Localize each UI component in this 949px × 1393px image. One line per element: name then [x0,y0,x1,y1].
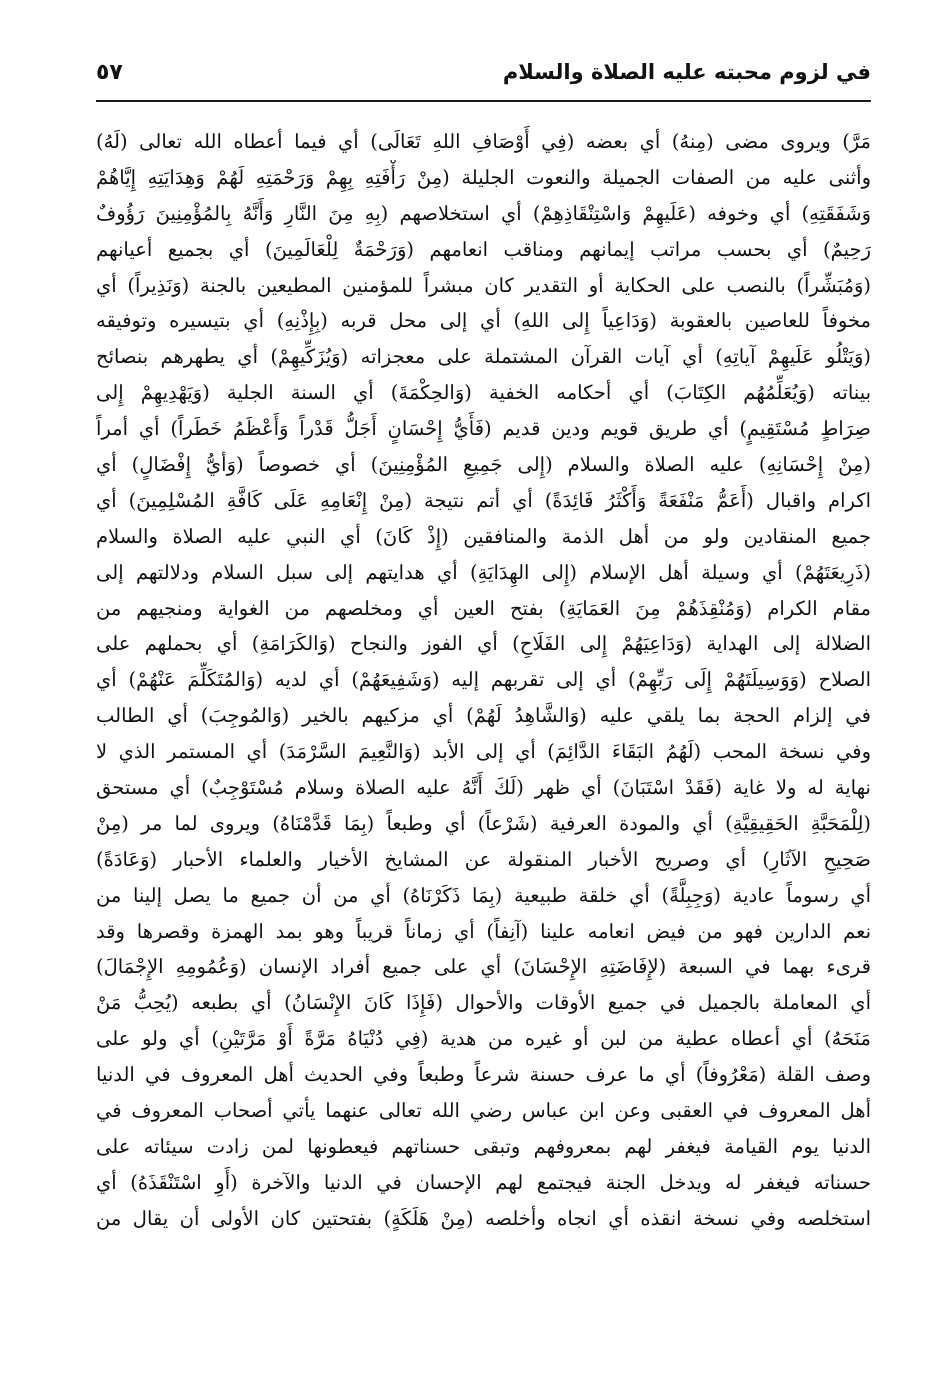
text-line: قرىء بهما في السبعة (لإِفَاضَتِهِ الإِحْسَانَ) أي على جميع أفراد الإنسان (وَعُمُومِهِ الإِجْمَالَ) [96,955,871,979]
text-line: أي رسوماً عادية (وَجِبِلَّةً) أي خلقة طبيعية (بِمَا ذَكَرْنَاهُ) أي من أن جميع ما يصل إلينا من [96,883,871,907]
text-line: رَحِيمٌ) أي بحسب مراتب إيمانهم ومناقب انعامهم (وَرَحْمَةٌ لِلْعَالَمِينَ) أي بجميع أعيانهم [96,237,871,261]
text-line: وأثنى عليه من الصفات الجميلة والنعوت الجليلة (مِنْ رَأْفَتِهِ بِهِمْ وَرَحْمَتِهِ لَهُمْ وَهِدَايَتِهِ إِيَّاهُمْ [96,165,871,189]
text-line: صَحِيحِ الآثَارِ) أي وصريح الأخبار المنقولة عن المشايخ الأخيار والعلماء الأحبار (وَعَادَةً) [96,847,871,871]
text-line: وفي نسخة المحب (لَهُمُ البَقَاءَ الدَّائِمَ) أي إلى الأبد (وَالنَّعِيمَ السَّرْمَدَ) أي المستمر الذي لا [96,740,871,764]
text-line: مَنَحَهُ) أي أعطاه عطية من لبن أو غيره من هدية (فِي دُنْيَاهُ مَرَّةً أَوْ مَرَّتَيْنِ) أي ولو على [96,1027,871,1051]
page-number: ٥٧ [96,60,123,85]
body-text [96,124,871,1237]
text-line: استخلصه وفي نسخة انقذه أي انجاه وأخلصه (مِنْ هَلَكَةٍ) بفتحتين كان الأولى أن يقال من [96,1206,871,1230]
text-line: (لِلْمَحَبَّةِ الحَقِيقِيَّةِ) أي والمودة العرفية (شَرْعاً) أي وطبعاً (بِمَا قَدَّمْنَاهُ) ويروى لما مر (مِنْ [96,811,871,835]
text-line: (وَمُبَشِّراً) بالنصب على الحكاية أو التقدير كان مبشراً للمؤمنين المطيعين بالجنة (وَنَذِيراً) أي [96,273,871,297]
text-line: اكرام واقبال (أَعَمُّ مَنْفَعَةً وَأَكْثَرُ فَائِدَةً) أي أتم نتيجة (مِنْ إِنْعَامِهِ عَلَى كَافَّةِ المُسْلِمِينَ) أي [96,488,871,512]
text-line: وَشَفَقَتِهِ) أي وخوفه (عَلَيهِمْ وَاسْتِنْقَاذِهِمْ) أي استخلاصهم (بِهِ مِنَ النَّارِ وَأَنَّهُ بِالمُؤْمِنِينَ رَؤُوفٌ [96,201,871,225]
text-line: حسناته فيغفر له ويدخل الجنة فيجتمع لهم الإحسان في الدنيا والآخرة (أَوِ اسْتَنْقَذَهُ) أي [96,1170,871,1194]
text-line: (وَيَتْلُو عَلَيهِمْ آياتِهِ) أي آيات القرآن المشتملة على معجزاته (وَيُزَكِّيهِمْ) أي يطهرهم بنصائح [96,345,871,369]
text-line: وصف القلة (مَعْرُوفاً) أي ما عرف حسنة شرعاً وطبعاً وفي الحديث أهل المعروف في الدنيا [96,1063,871,1087]
text-line: أهل المعروف في العقبى وعن ابن عباس رضي الله تعالى عنهما يأتي أصحاب المعروف في [96,1099,871,1123]
text-line: في إلزام الحجة بما يلقي عليه (وَالشَّاهِدُ لَهُمْ) أي مزكيهم بالخير (وَالمُوجِبَ) أي الطالب [96,704,871,728]
text-line: صِرَاطٍ مُسْتَقِيمٍ) أي طريق قويم ودين قديم (فَأَيُّ إِحْسَانٍ أَجَلُّ قَدْراً وَأَعْظَمُ خَطَراً) أي أمراً [96,417,871,441]
page-header [96,52,871,102]
running-title: في لزوم محبته عليه الصلاة والسلام [502,60,871,84]
text-line: (ذَرِيعَتَهُمْ) أي وسيلة أهل الإسلام (إِلى الهِدَايَةِ) أي هدايتهم إلى سبل السلام ودلالتهم إلى [96,560,871,584]
text-line: أي المعاملة بالجميل في جميع الأوقات والأحوال (فَإِذَا كَانَ الإِنْسَانُ) أي بطبعه (يُحِبُّ مَنْ [96,991,871,1015]
text-line: نعم الدارين فهو من فيض انعامه علينا (آنِفاً) أي زماناً قريباً وهو بمد الهمزة وقصرها وقد [96,919,871,943]
text-line: نهاية له ولا غاية (فَقَدْ اسْتَبَانَ) أي ظهر (لَكَ أَنَّهُ عليه الصلاة وسلام مُسْتَوْجِبٌ) أي مستحق [96,776,871,800]
text-line: الصلاح (وَوَسِيلَتَهُمْ إِلَى رَبِّهِمْ) أي إلى تقربهم إليه (وَشَفِيعَهُمْ) أي لديه (وَالمُتَكَلِّمَ عَنْهُمْ) أي [96,668,871,692]
text-line: مقام الكرام (وَمُنْقِذَهُمْ مِنَ العَمَايَةِ) بفتح العين أي ومخلصهم من الغواية ومنجيهم من [96,596,871,620]
text-line: الدنيا يوم القيامة فيغفر لهم بمعروفهم وتبقى حسناتهم فيعطونها لمن زادت سيئاته على [96,1134,871,1158]
text-line: (مِنْ إِحْسَانِهِ) عليه الصلاة والسلام (إِلى جَمِيعِ المُؤْمِنِينَ) أي خصوصاً (وَأيُّ إِفْضَالٍ) أي [96,453,871,477]
text-line: الضلالة إلى الهداية (وَدَاعِيَهُمْ إِلى الفَلَاحِ) أي الفوز والنجاح (وَالكَرَامَةِ) أي بحملهم على [96,632,871,656]
text-line: بيناته (وَيُعَلِّمُهُم الكِتَابَ) أي أحكامه الخفية (وَالحِكْمَةَ) أي السنة الجلية (وَيَهْدِيهِمْ إِلى [96,381,871,405]
text-line: مخوفاً للعاصين بالعقوبة (وَدَاعِياً إِلى اللهِ) أي إلى محل قربه (بِإِذْنِهِ) أي بتيسيره وتوفيقه [96,309,871,333]
text-line: مَرَّ) ويروى مضى (مِنهُ) أي بعضه (فِي أَوْصَافِ اللهِ تَعَالَى) أي فيما أعطاه الله تعالى (لَهُ) [96,130,871,153]
text-line: جميع المنقادين ولو من أهل الذمة والمنافقين (إِذْ كَانَ) أي النبي عليه الصلاة والسلام [96,524,871,548]
